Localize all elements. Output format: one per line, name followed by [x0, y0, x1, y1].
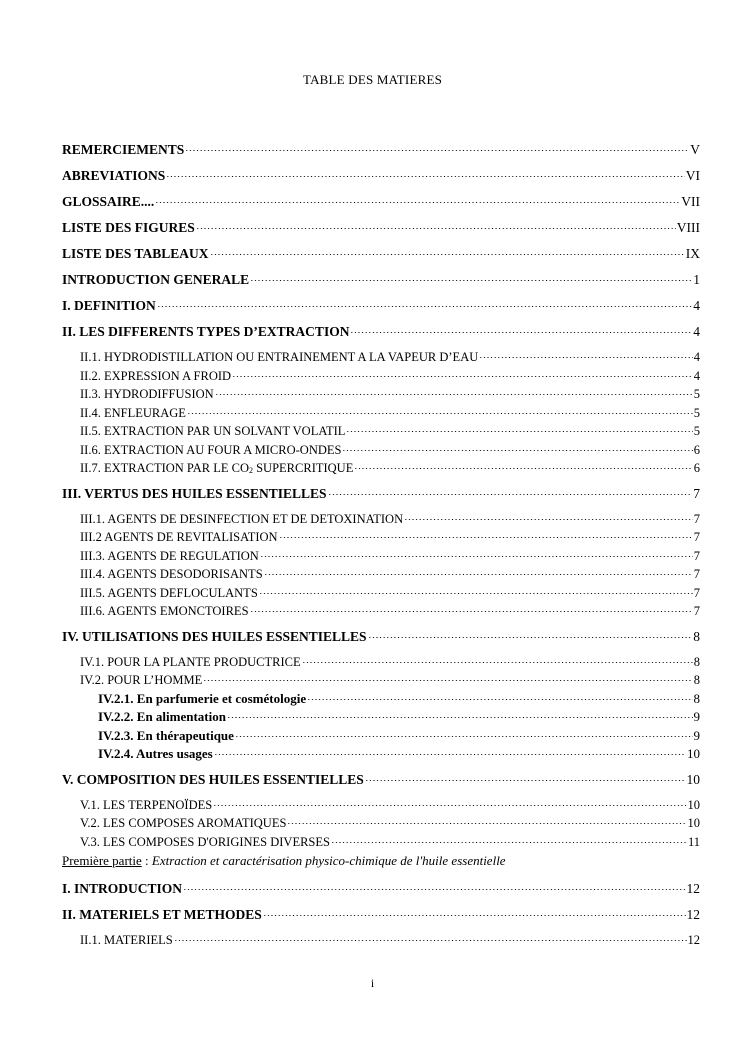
toc-entry-page: 9 — [693, 709, 700, 724]
toc-entry-label: II.2. EXPRESSION A FROID — [80, 368, 232, 383]
toc-subentry[interactable] — [62, 796, 700, 815]
toc-entry[interactable] — [62, 627, 700, 653]
leader-dots — [404, 517, 693, 521]
toc-entry-page: 4 — [693, 324, 700, 339]
leader-dots — [264, 572, 693, 576]
toc-entry[interactable] — [62, 140, 700, 166]
toc-entry-page: 11 — [687, 834, 700, 849]
toc-entry-label: INTRODUCTION GENERALE — [62, 272, 250, 287]
leader-dots — [214, 752, 686, 756]
toc-entry-page: 8 — [693, 628, 700, 644]
toc-entry-label: IV.2.2. En alimentation — [98, 709, 226, 724]
leader-dots — [157, 304, 692, 308]
toc-entry-page: 8 — [693, 654, 700, 669]
toc-entry-label: II.5. EXTRACTION PAR UN SOLVANT VOLATIL — [80, 424, 346, 438]
toc-subsubentry[interactable] — [62, 690, 700, 709]
toc-entry-label: V.1. LES TERPENOÏDES — [80, 797, 213, 812]
toc-subentry[interactable] — [62, 422, 700, 441]
leader-dots — [302, 660, 693, 664]
toc-entry-page: V — [690, 142, 700, 157]
toc-entry-page: 10 — [687, 746, 700, 761]
toc-entry-label: II.1. MATERIELS — [80, 933, 173, 947]
toc-entry-page: 7 — [693, 567, 700, 581]
toc-entry-label: III.5. AGENTS DEFLOCULANTS — [80, 585, 258, 600]
toc-entry-page: 7 — [693, 511, 700, 526]
leader-dots — [342, 448, 692, 452]
leader-dots — [331, 840, 687, 844]
leader-dots — [235, 734, 693, 738]
toc-entry-page: 12 — [686, 881, 700, 896]
toc-entry[interactable] — [62, 218, 700, 244]
leader-dots — [227, 715, 693, 719]
toc-entry-label: II.6. EXTRACTION AU FOUR A MICRO-ONDES — [80, 442, 342, 457]
leader-dots — [260, 554, 693, 558]
toc-entry-page: 8 — [693, 673, 700, 687]
toc-entry-label: IV.2.4. Autres usages — [98, 746, 213, 761]
toc-entry[interactable] — [62, 166, 700, 192]
toc-entry-page: 5 — [693, 424, 700, 438]
leader-dots — [307, 697, 692, 701]
toc-subentry[interactable] — [62, 653, 700, 672]
toc-entry-page: 6 — [693, 461, 700, 475]
toc-subentry[interactable] — [62, 367, 700, 386]
leader-dots — [328, 492, 693, 496]
toc-subentry[interactable] — [62, 348, 700, 367]
toc-subentry[interactable] — [62, 459, 700, 478]
leader-dots — [155, 200, 680, 204]
leader-dots — [174, 938, 687, 942]
toc-entry-label: II.1. HYDRODISTILLATION OU ENTRAINEMENT A LA VAPEUR D’EAU — [80, 350, 479, 364]
toc-entry-page: 4 — [693, 368, 700, 383]
leader-dots — [287, 821, 686, 825]
toc-entry-label: ABREVIATIONS — [62, 168, 166, 183]
toc-entry[interactable] — [62, 484, 700, 510]
toc-entry-page: 4 — [693, 298, 700, 313]
leader-dots — [354, 466, 692, 470]
toc-entry-label: III.4. AGENTS DESODORISANTS — [80, 567, 263, 581]
toc-entry-label: LISTE DES TABLEAUX — [62, 246, 209, 261]
toc-subentry[interactable] — [62, 404, 700, 423]
toc-entry-page: IX — [685, 246, 700, 261]
part-prefix: Première partie — [62, 853, 142, 868]
toc-subsubentry[interactable] — [62, 708, 700, 727]
toc-entry-label: REMERCIEMENTS — [62, 142, 185, 157]
toc-entry-page: 8 — [693, 690, 700, 706]
toc-entry-page: 1 — [693, 272, 700, 287]
leader-dots — [213, 803, 686, 807]
toc-entry-label: IV.1. POUR LA PLANTE PRODUCTRICE — [80, 654, 301, 669]
toc-subentry[interactable] — [62, 814, 700, 833]
leader-dots — [232, 374, 693, 378]
toc-entry-label: II.3. HYDRODIFFUSION — [80, 387, 214, 401]
leader-dots — [365, 778, 686, 782]
toc-entry[interactable] — [62, 770, 700, 796]
toc-subentry[interactable] — [62, 547, 700, 566]
leader-dots — [250, 609, 693, 613]
leader-dots — [250, 278, 692, 282]
toc-entry-page: 7 — [693, 485, 700, 501]
toc-entry-label: IV.2. POUR L’HOMME — [80, 673, 203, 687]
toc-subsubentry[interactable] — [62, 745, 700, 764]
toc-entry[interactable] — [62, 905, 700, 931]
leader-dots — [203, 678, 693, 682]
page-title: TABLE DES MATIERES — [302, 72, 443, 87]
toc-entry-label: GLOSSAIRE.... — [62, 194, 155, 209]
toc-entry-page: 10 — [687, 816, 700, 830]
toc-entry-page: VII — [681, 194, 700, 209]
toc-entry-label: IV.2.3. En thérapeutique — [98, 727, 234, 743]
toc-subentry[interactable] — [62, 510, 700, 529]
toc-entry[interactable] — [62, 322, 700, 348]
toc-entry-page: 10 — [687, 797, 700, 812]
toc-entry-page: 12 — [686, 907, 700, 922]
toc-entry-page: 7 — [693, 585, 700, 600]
leader-dots — [346, 429, 692, 433]
leader-dots — [350, 330, 692, 334]
toc-entry-page: 7 — [693, 548, 700, 563]
toc-subentry[interactable] — [62, 528, 700, 547]
toc-entry-label: V. COMPOSITION DES HUILES ESSENTIELLES — [62, 771, 364, 787]
toc-subentry[interactable] — [62, 931, 700, 950]
toc-entry-label: V.3. LES COMPOSES D'ORIGINES DIVERSES — [80, 834, 330, 849]
toc-entry-page: 12 — [687, 933, 700, 947]
toc-entry-page: VI — [685, 168, 700, 183]
toc-subentry[interactable] — [62, 565, 700, 584]
leader-dots — [368, 635, 693, 639]
leader-dots — [259, 591, 693, 595]
leader-dots — [210, 252, 685, 256]
toc-subentry[interactable] — [62, 833, 700, 852]
leader-dots — [479, 355, 693, 359]
toc-entry-page: VIII — [676, 220, 700, 235]
toc-subsubentry[interactable] — [62, 727, 700, 746]
toc-entry-label: III.3. AGENTS DE REGULATION — [80, 548, 259, 563]
toc-entry-label: IV. UTILISATIONS DES HUILES ESSENTIELLES — [62, 628, 367, 644]
leader-dots — [185, 148, 689, 152]
leader-dots — [183, 887, 685, 891]
toc-entry-page: 9 — [693, 727, 700, 743]
toc-entry-label: III.6. AGENTS EMONCTOIRES — [80, 604, 249, 618]
leader-dots — [187, 411, 693, 415]
toc-entry-label: I. INTRODUCTION — [62, 881, 183, 896]
toc-entry-page: 4 — [693, 350, 700, 364]
toc-entry-label: II. MATERIELS ET METHODES — [62, 907, 262, 922]
leader-dots — [166, 174, 684, 178]
toc-entry-label: LISTE DES FIGURES — [62, 220, 195, 235]
toc-entry-page: 5 — [693, 387, 700, 401]
page-number: i — [370, 976, 375, 990]
toc-entry-page: 10 — [686, 771, 700, 787]
toc-entry-page: 7 — [693, 604, 700, 618]
part-separator: : — [141, 853, 152, 868]
toc-entry[interactable] — [62, 192, 700, 218]
toc-entry-label: III. VERTUS DES HUILES ESSENTIELLES — [62, 485, 327, 501]
leader-dots — [279, 535, 693, 539]
leader-dots — [263, 913, 686, 917]
toc-entry-label: IV.2.1. En parfumerie et cosmétologie — [98, 690, 307, 706]
part-heading — [62, 851, 700, 873]
toc-entry-label: V.2. LES COMPOSES AROMATIQUES — [80, 816, 287, 830]
toc-entry[interactable] — [62, 879, 700, 905]
toc-subentry[interactable] — [62, 602, 700, 621]
leader-dots — [215, 392, 693, 396]
toc-entry-label: III.2 AGENTS DE REVITALISATION — [80, 530, 278, 544]
toc-subentry[interactable] — [62, 671, 700, 690]
toc-subentry[interactable] — [62, 441, 700, 460]
toc-subentry[interactable] — [62, 385, 700, 404]
toc-entry[interactable] — [62, 244, 700, 270]
toc-entry-page: 6 — [693, 442, 700, 457]
toc-entry-label: II.7. EXTRACTION PAR LE $CO_2$ SUPERCRITIQUE — [80, 461, 354, 475]
toc-entry-label: II. LES DIFFERENTS TYPES D’EXTRACTION — [62, 324, 350, 339]
toc-entry[interactable] — [62, 296, 700, 322]
toc-entry-label: I. DEFINITION — [62, 298, 156, 313]
toc-entry[interactable] — [62, 270, 700, 296]
part-title: Extraction et caractérisation physico-chimique de l'huile essentielle — [151, 853, 506, 868]
leader-dots — [196, 226, 676, 230]
toc-entry-page: 7 — [693, 530, 700, 544]
toc-entry-label: III.1. AGENTS DE DESINFECTION ET DE DETOXINATION — [80, 511, 404, 526]
toc-entry-label: II.4. ENFLEURAGE — [80, 405, 186, 420]
toc-entry-page: 5 — [693, 405, 700, 420]
toc-subentry[interactable] — [62, 584, 700, 603]
table-of-contents — [62, 140, 700, 950]
